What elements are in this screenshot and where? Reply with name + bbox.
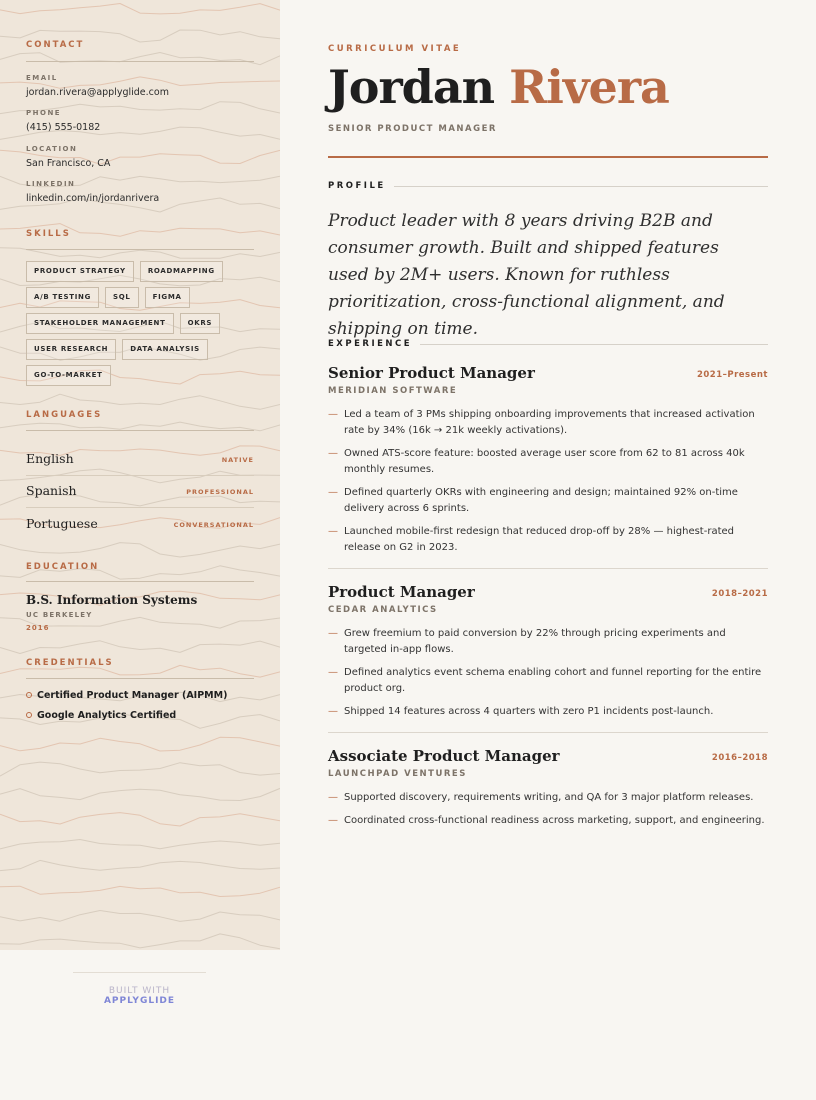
skill-chip: DATA ANALYSIS (122, 339, 208, 360)
language-level: CONVERSATIONAL (173, 521, 254, 529)
skills-heading: SKILLS (26, 229, 71, 239)
contour-line (0, 53, 280, 65)
skill-chip: ROADMAPPING (140, 261, 223, 282)
dash-bullet-icon: — (328, 448, 338, 459)
dash-bullet-icon: — (328, 667, 338, 678)
skill-chip: A/B TESTING (26, 287, 99, 308)
contour-line (0, 394, 280, 409)
job-divider (328, 732, 768, 733)
profile-heading: PROFILE (328, 181, 394, 191)
credential-item (26, 710, 176, 721)
contour-line (0, 911, 280, 922)
bullet-circle-icon (26, 692, 32, 698)
phone-value[interactable]: (415) 555-0182 (26, 122, 101, 133)
last-name: Rivera (509, 60, 669, 114)
linkedin-value[interactable]: linkedin.com/in/jordanrivera (26, 193, 160, 204)
header-accent-rule (328, 156, 768, 158)
experience-heading-row (328, 339, 768, 351)
skill-chip: USER RESEARCH (26, 339, 116, 360)
skill-chip: SQL (105, 287, 139, 308)
job-title: Product Manager (328, 583, 475, 601)
achievement-text: Shipped 14 features across 4 quarters with zero P1 incidents post-launch. (344, 706, 714, 717)
contact-heading: CONTACT (26, 40, 85, 50)
achievement-text: Grew freemium to paid conversion by 22% through pricing experiments and targeted in-app flows. (344, 628, 726, 656)
company-name: MERIDIAN SOFTWARE (328, 386, 458, 396)
language-row (26, 516, 254, 540)
bullet-circle-icon (26, 712, 32, 718)
job-title: Associate Product Manager (328, 747, 560, 765)
contour-line (0, 886, 280, 896)
achievement-list (328, 790, 768, 835)
dash-bullet-icon: — (328, 487, 338, 498)
job-dates: 2021–Present (696, 370, 768, 380)
credential-item (26, 690, 227, 701)
credential-label: Certified Product Manager (AIPMM) (37, 690, 228, 701)
skills-list (26, 261, 254, 386)
dash-bullet-icon: — (328, 526, 338, 537)
achievement-text: Defined quarterly OKRs with engineering and design; maintained 92% on-time delivery across 6 sprints. (344, 487, 738, 515)
footer-prefix: BUILT WITH (108, 986, 171, 996)
education-heading: EDUCATION (26, 562, 100, 572)
contact-divider (26, 61, 254, 62)
achievement-text: Owned ATS-score feature: boosted average user score from 62 to 81 across 40k monthly resumes. (344, 448, 745, 476)
skill-chip: FIGMA (145, 287, 190, 308)
skill-chip: STAKEHOLDER MANAGEMENT (26, 313, 174, 334)
contour-line (0, 788, 280, 800)
skills-divider (26, 249, 254, 250)
education-divider (26, 581, 254, 582)
contour-line (0, 860, 280, 870)
dash-bullet-icon: — (328, 706, 338, 717)
credential-label: Google Analytics Certified (37, 710, 177, 721)
contour-line (0, 543, 280, 557)
language-name: English (26, 451, 74, 466)
first-name: Jordan (328, 60, 495, 114)
profile-divider (328, 186, 768, 187)
dash-bullet-icon: — (328, 628, 338, 639)
achievement-item (328, 485, 768, 518)
skill-chip: OKRS (180, 313, 221, 334)
language-level: PROFESSIONAL (186, 488, 254, 496)
language-row (26, 451, 254, 476)
profile-summary: Product leader with 8 years driving B2B and consumer growth. Built and shipped features used by 2M+ users. Known for ruthless prioritization, cross-functional alignment, and shipping on time. (328, 211, 725, 339)
dash-bullet-icon: — (328, 814, 338, 826)
skill-chip: PRODUCT STRATEGY (26, 261, 134, 282)
contour-line (0, 641, 280, 654)
education-school: UC BERKELEY (26, 611, 93, 619)
dash-bullet-icon: — (328, 409, 338, 420)
contour-line (0, 813, 280, 826)
skill-chip: GO-TO-MARKET (26, 365, 111, 386)
achievement-text: Launched mobile-first redesign that reduced drop-off by 28% — highest-rated release on G2 in 2023. (344, 526, 734, 554)
achievement-item (328, 790, 768, 806)
email-label: EMAIL (26, 74, 58, 82)
document-label: CURRICULUM VITAE (328, 44, 462, 54)
company-name: LAUNCHPAD VENTURES (328, 769, 467, 779)
phone-label: PHONE (26, 109, 62, 117)
language-level: NATIVE (221, 456, 254, 464)
achievement-item (328, 704, 768, 720)
achievement-item (328, 626, 768, 659)
language-name: Spanish (26, 483, 77, 498)
achievement-item (328, 665, 768, 698)
location-value: San Francisco, CA (26, 158, 111, 169)
education-year: 2016 (26, 624, 50, 632)
achievement-item (328, 813, 768, 829)
achievement-text: Defined analytics event schema enabling cohort and funnel reporting for the entire product org. (344, 667, 762, 695)
dash-bullet-icon: — (328, 792, 338, 803)
achievement-item (328, 524, 768, 557)
contour-line (0, 4, 280, 14)
achievement-item (328, 407, 768, 440)
language-row (26, 483, 254, 508)
achievement-list (328, 626, 768, 727)
education-degree: B.S. Information Systems (26, 593, 198, 607)
contour-line (0, 934, 280, 949)
profile-heading-row (328, 181, 768, 193)
languages-divider (26, 430, 254, 431)
job-dates: 2016–2018 (711, 753, 768, 763)
footer-credit[interactable] (73, 986, 206, 1006)
contour-line (0, 737, 280, 751)
footer-brand-link[interactable]: APPLYGLIDE (103, 996, 176, 1006)
candidate-name (328, 60, 669, 114)
job-dates: 2018–2021 (711, 589, 768, 599)
location-label: LOCATION (26, 145, 78, 153)
achievement-list (328, 407, 768, 563)
footer-divider (73, 972, 206, 973)
experience-heading: EXPERIENCE (328, 339, 420, 349)
job-title-subtitle: SENIOR PRODUCT MANAGER (328, 124, 497, 134)
credentials-divider (26, 678, 254, 679)
contour-line (0, 762, 280, 776)
sidebar (0, 0, 280, 950)
languages-heading: LANGUAGES (26, 410, 103, 420)
credentials-heading: CREDENTIALS (26, 658, 114, 668)
achievement-item (328, 446, 768, 479)
linkedin-label: LINKEDIN (26, 180, 76, 188)
email-value[interactable]: jordan.rivera@applyglide.com (26, 87, 169, 98)
achievement-text: Coordinated cross-functional readiness across marketing, support, and engineering. (344, 814, 765, 826)
job-divider (328, 568, 768, 569)
language-name: Portuguese (26, 516, 98, 531)
job-title: Senior Product Manager (328, 364, 535, 382)
achievement-text: Supported discovery, requirements writing, and QA for 3 major platform releases. (344, 792, 754, 803)
achievement-text: Led a team of 3 PMs shipping onboarding improvements that increased activation rate by 34% (16k → 21k weekly activations). (344, 409, 755, 437)
company-name: CEDAR ANALYTICS (328, 605, 438, 615)
contour-line (0, 840, 280, 849)
